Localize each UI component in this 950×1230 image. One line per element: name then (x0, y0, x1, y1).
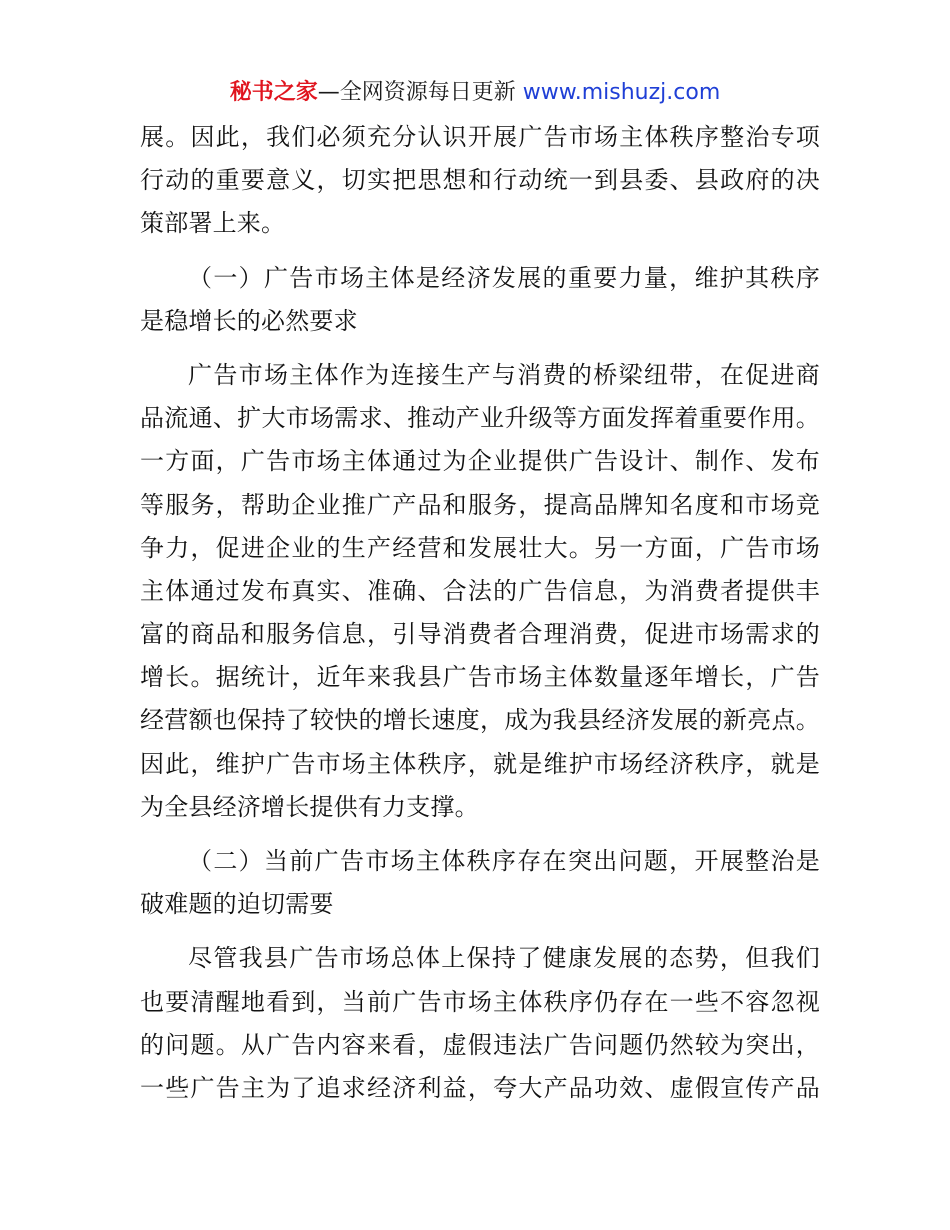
paragraph (140, 116, 820, 246)
document-body (140, 116, 820, 1110)
text-line: 一些广告主为了追求经济利益，夸大产品功效、虚假宣传产品 (140, 1073, 820, 1102)
text-line: 为全县经济增长提供有力支撑。 (140, 792, 479, 821)
text-line: 主体通过发布真实、准确、合法的广告信息，为消费者提供丰 (140, 576, 820, 605)
text-line: 因此，维护广告市场主体秩序，就是维护市场经济秩序，就是 (140, 749, 820, 778)
text-line: 的问题。从广告内容来看，虚假违法广告问题仍然较为突出， (140, 1030, 820, 1059)
text-line: 品流通、扩大市场需求、推动产业升级等方面发挥着重要作用。 (140, 404, 820, 433)
text-line: 策部署上来。 (140, 209, 286, 238)
text-line: 经营额也保持了较快的增长速度，成为我县经济发展的新亮点。 (140, 706, 820, 735)
text-line: 增长。据统计，近年来我县广告市场主体数量逐年增长，广告 (140, 663, 820, 692)
text-line: 行动的重要意义，切实把思想和行动统一到县委、县政府的决 (140, 166, 820, 195)
site-url-link[interactable]: www.mishuzj.com (522, 80, 721, 105)
site-header (0, 78, 950, 108)
text-line: 富的商品和服务信息，引导消费者合理消费，促进市场需求的 (140, 620, 820, 649)
text-line: 争力，促进企业的生产经营和发展壮大。另一方面，广告市场 (140, 533, 820, 562)
text-line: 等服务，帮助企业推广产品和服务，提高品牌知名度和市场竞 (140, 490, 820, 519)
text-line: （一）广告市场主体是经济发展的重要力量，维护其秩序 (188, 263, 820, 292)
text-line: 是稳增长的必然要求 (140, 306, 358, 335)
paragraph (140, 937, 820, 1110)
text-line: 尽管我县广告市场总体上保持了健康发展的态势，但我们 (188, 944, 820, 973)
header-tagline: —全网资源每日更新 (317, 80, 516, 105)
text-line: 广告市场主体作为连接生产与消费的桥梁纽带，在促进商 (188, 360, 820, 389)
text-line: 展。因此，我们必须充分认识开展广告市场主体秩序整治专项 (140, 123, 820, 151)
section-heading (140, 257, 820, 343)
text-line: 也要清醒地看到，当前广告市场主体秩序仍存在一些不容忽视 (140, 987, 820, 1016)
paragraph (140, 354, 820, 829)
brand-name: 秘书之家 (229, 80, 318, 105)
text-line: （二）当前广告市场主体秩序存在突出问题，开展整治是 (188, 847, 820, 875)
text-line: 一方面，广告市场主体通过为企业提供广告设计、制作、发布 (140, 447, 820, 476)
text-line: 破难题的迫切需要 (140, 890, 334, 919)
section-heading (140, 840, 820, 926)
